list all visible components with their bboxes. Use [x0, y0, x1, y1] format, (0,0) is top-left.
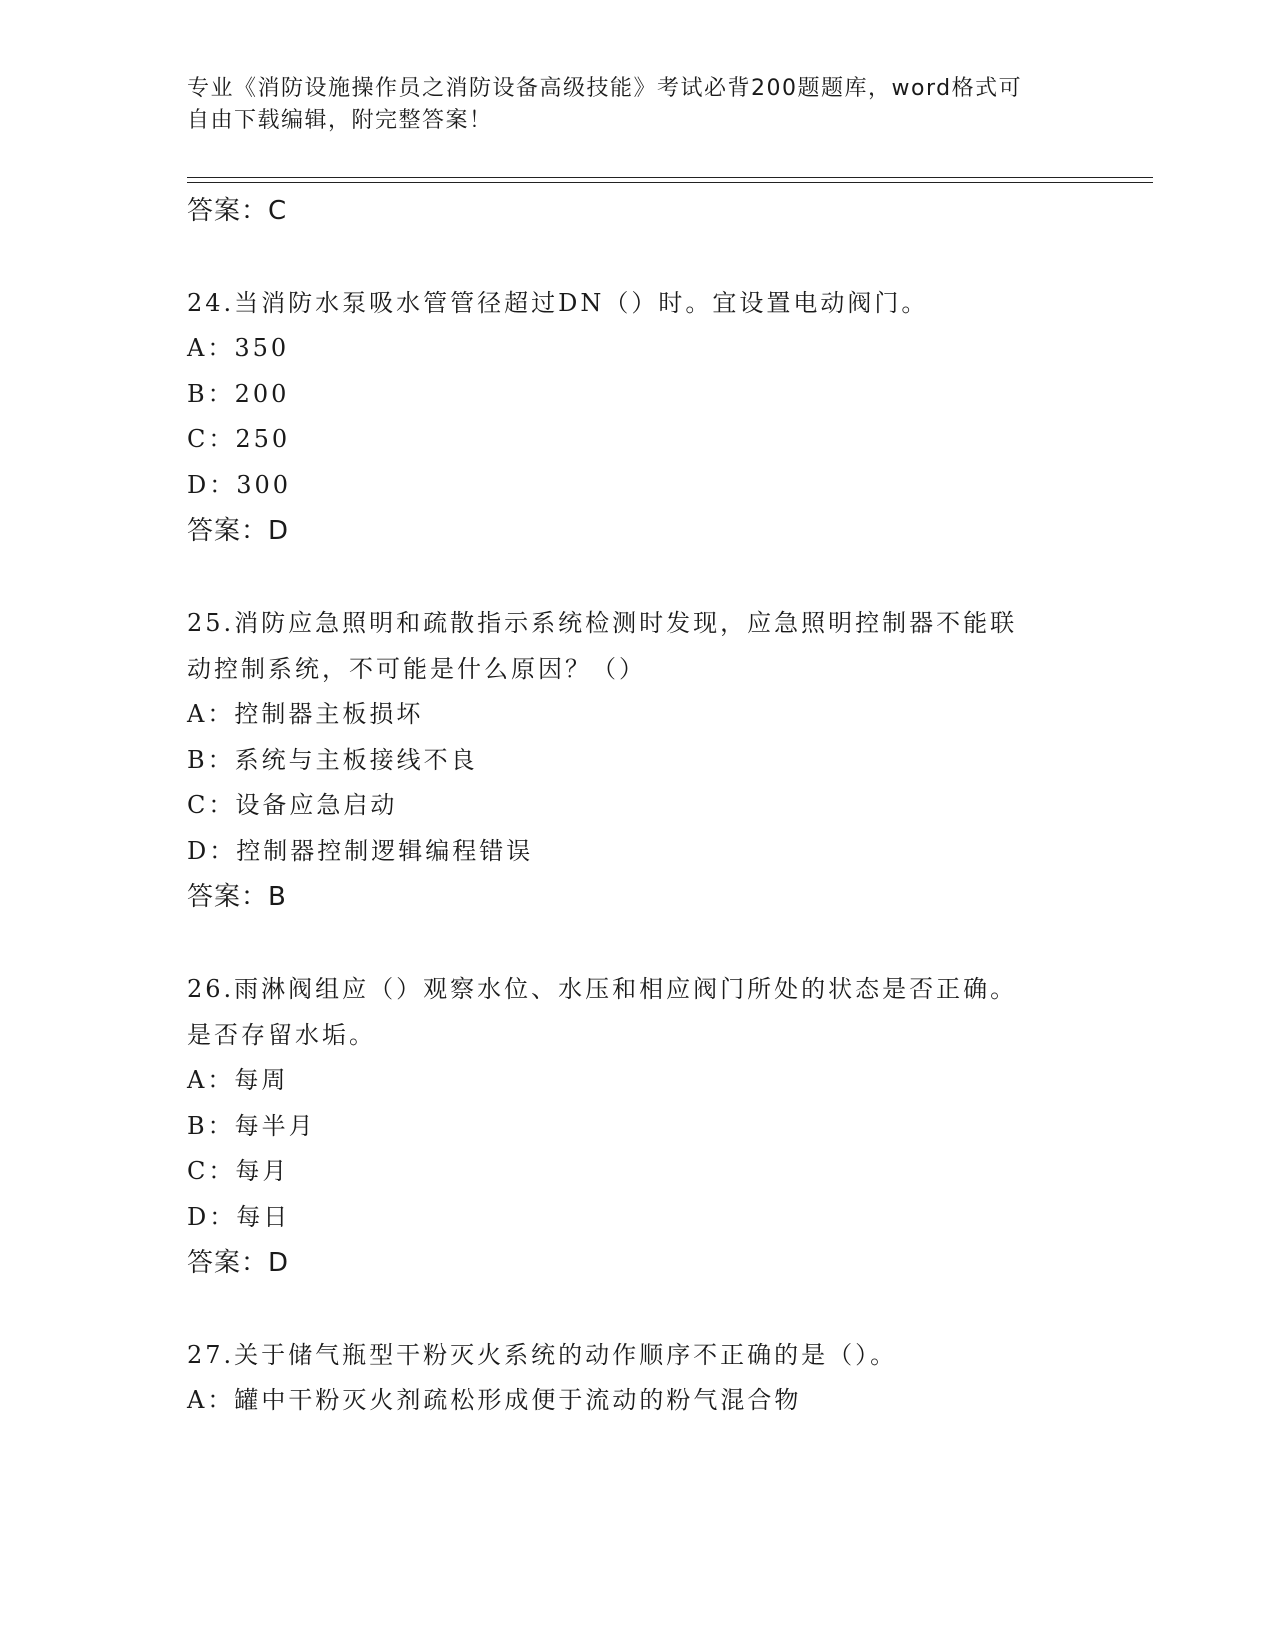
question-25-text-line-2: 动控制系统，不可能是什么原因？（） [187, 655, 646, 683]
question-24 [187, 280, 1127, 554]
question-26-option-b: B：每半月 [187, 1111, 316, 1140]
spacer [187, 234, 1127, 280]
question-26-text-line-2: 是否存留水垢。 [187, 1021, 376, 1049]
question-25-text-line-1: 25.消防应急照明和疏散指示系统检测时发现，应急照明控制器不能联 [187, 609, 1018, 637]
header-line-2: 自由下载编辑，附完整答案！ [187, 108, 493, 133]
header-divider-bottom [187, 182, 1153, 183]
spacer [187, 554, 1127, 600]
question-26-text-line-1: 26.雨淋阀组应（）观察水位、水压和相应阀门所处的状态是否正确。 [187, 975, 1018, 1003]
question-27 [187, 1332, 1127, 1424]
question-24-option-d: D：300 [187, 470, 292, 499]
question-25-option-d: D：控制器控制逻辑编程错误 [187, 836, 534, 865]
question-24-answer: 答案：D [187, 516, 290, 546]
question-27-option-a: A：罐中干粉灭火剂疏松形成便于流动的粉气混合物 [187, 1386, 802, 1414]
question-25-option-a: A：控制器主板损坏 [187, 700, 424, 728]
question-27-text: 27.关于储气瓶型干粉灭火系统的动作顺序不正确的是（）。 [187, 1341, 898, 1369]
question-26-option-a: A：每周 [187, 1066, 289, 1094]
question-24-option-b: B：200 [187, 379, 290, 408]
header-divider-top [187, 177, 1153, 178]
question-24-option-c: C：250 [187, 425, 291, 453]
question-25 [187, 600, 1127, 920]
previous-answer: 答案：C [187, 196, 288, 226]
question-26-option-c: C：每月 [187, 1157, 290, 1185]
spacer [187, 1286, 1127, 1332]
question-25-option-c: C：设备应急启动 [187, 791, 398, 819]
question-24-text: 24.当消防水泵吸水管管径超过DN（）时。宜设置电动阀门。 [187, 289, 929, 317]
header-line-1: 专业《消防设施操作员之消防设备高级技能》考试必背200题题库，word格式可 [187, 76, 1023, 101]
document-header [187, 73, 1067, 137]
spacer [187, 920, 1127, 966]
question-26-option-d: D：每日 [187, 1202, 291, 1231]
question-24-option-a: A：350 [187, 334, 290, 362]
question-26-answer: 答案：D [187, 1248, 290, 1278]
question-25-option-b: B：系统与主板接线不良 [187, 745, 478, 774]
question-25-answer: 答案：B [187, 882, 287, 912]
question-26 [187, 966, 1127, 1286]
question-list [187, 188, 1127, 1424]
